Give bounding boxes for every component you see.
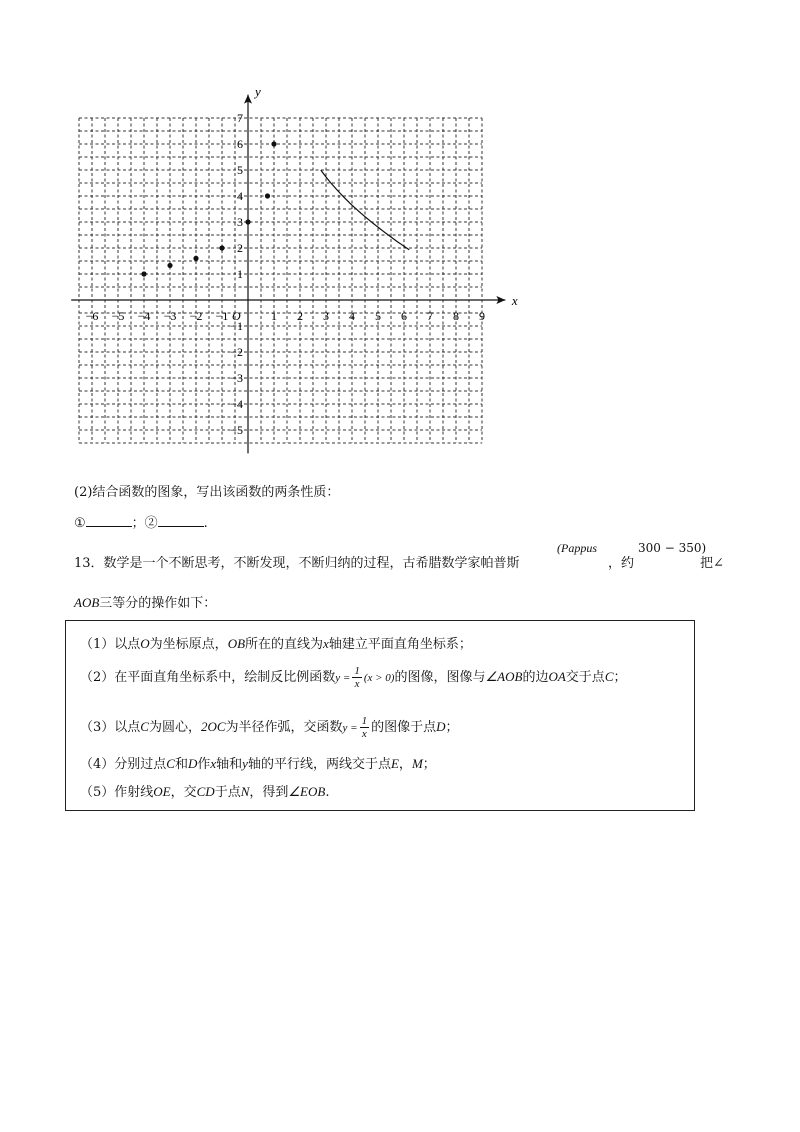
question-2-text: (2)结合函数的图象，写出该函数的两条性质：	[74, 485, 340, 500]
y-tick-label: −2	[230, 345, 243, 359]
step-2: （2）在平面直角坐标系中，绘制反比例函数y = $\frac{1}{x}$ (x > 0)的图像，图像与∠AOB的边OA交于点C；	[80, 665, 627, 690]
x-tick-label: 9	[479, 309, 485, 323]
angle-prefix: 把∠	[700, 556, 724, 571]
y-axis-label: y	[255, 83, 261, 99]
axes	[71, 84, 518, 454]
y-tick-label: −4	[230, 397, 243, 411]
procedure-box	[65, 620, 695, 811]
x-tick-label: −6	[85, 309, 99, 323]
grid-lines	[79, 118, 482, 443]
x-tick-label: −4	[137, 309, 151, 323]
step-5: （5）作射线OE，交CD于点N，得到∠EOB.	[80, 784, 330, 800]
question-13-line1: 13．数学是一个不断思考，不断发现，不断归纳的过程，古希腊数学家帕普斯	[74, 556, 520, 571]
function-curve	[321, 170, 409, 250]
x-tick-label: 8	[453, 309, 459, 323]
data-point	[245, 219, 250, 224]
x-tick-label: 2	[297, 309, 303, 323]
about-label: ，约	[608, 556, 635, 571]
answer-1-label: ①	[74, 516, 86, 531]
x-tick-label: −3	[163, 309, 177, 323]
y-tick-label: 4	[237, 189, 243, 203]
step-4: （4）分别过点C和D作x轴和y轴的平行线，两线交于点E，M；	[80, 756, 436, 772]
origin-label: O	[232, 309, 241, 323]
y-tick-label: −1	[230, 319, 243, 333]
y-tick-label: 5	[237, 163, 243, 177]
coordinate-graph	[0, 0, 800, 470]
y-tick-label: 1	[237, 267, 243, 281]
x-tick-label: 4	[349, 309, 355, 323]
x-tick-label: −5	[111, 309, 125, 323]
question-13-line2: AOB三等分的操作如下：	[74, 595, 217, 611]
answer-separator: ；②	[131, 516, 158, 531]
years-label: 300 − 350)	[638, 541, 707, 555]
y-tick-label: 7	[237, 111, 243, 125]
step-1: （1）以点O为坐标原点，OB所在的直线为x轴建立平面直角坐标系；	[80, 636, 472, 652]
answer-2-blank[interactable]	[158, 514, 204, 527]
pappus-label: (Pappus	[557, 541, 597, 555]
plot-marks	[141, 141, 409, 276]
data-point	[193, 256, 198, 261]
y-tick-label: 6	[237, 137, 243, 151]
x-tick-label: −2	[189, 309, 203, 323]
x-tick-label: 7	[427, 309, 433, 323]
y-tick-label: 3	[237, 215, 243, 229]
y-tick-label: −3	[230, 371, 243, 385]
y-tick-label: −5	[230, 423, 243, 437]
x-tick-label: 6	[401, 309, 407, 323]
x-tick-label: 3	[323, 309, 329, 323]
data-point	[167, 263, 172, 268]
y-tick-label: 2	[237, 241, 243, 255]
x-axis-label: x	[511, 293, 518, 308]
data-point	[141, 271, 146, 276]
data-point	[271, 141, 276, 146]
step-3: （3）以点C为圆心，2OC为半径作弧，交函数y = $\frac{1}{x}$ 的图像于点D；	[80, 715, 459, 740]
question-2-blanks: ① ；② .	[74, 516, 208, 531]
data-point	[265, 193, 270, 198]
answer-1-blank[interactable]	[86, 514, 132, 527]
x-tick-label: 1	[271, 309, 277, 323]
x-tick-label: 5	[375, 309, 381, 323]
data-point	[219, 245, 224, 250]
x-tick-label: −1	[215, 309, 229, 323]
